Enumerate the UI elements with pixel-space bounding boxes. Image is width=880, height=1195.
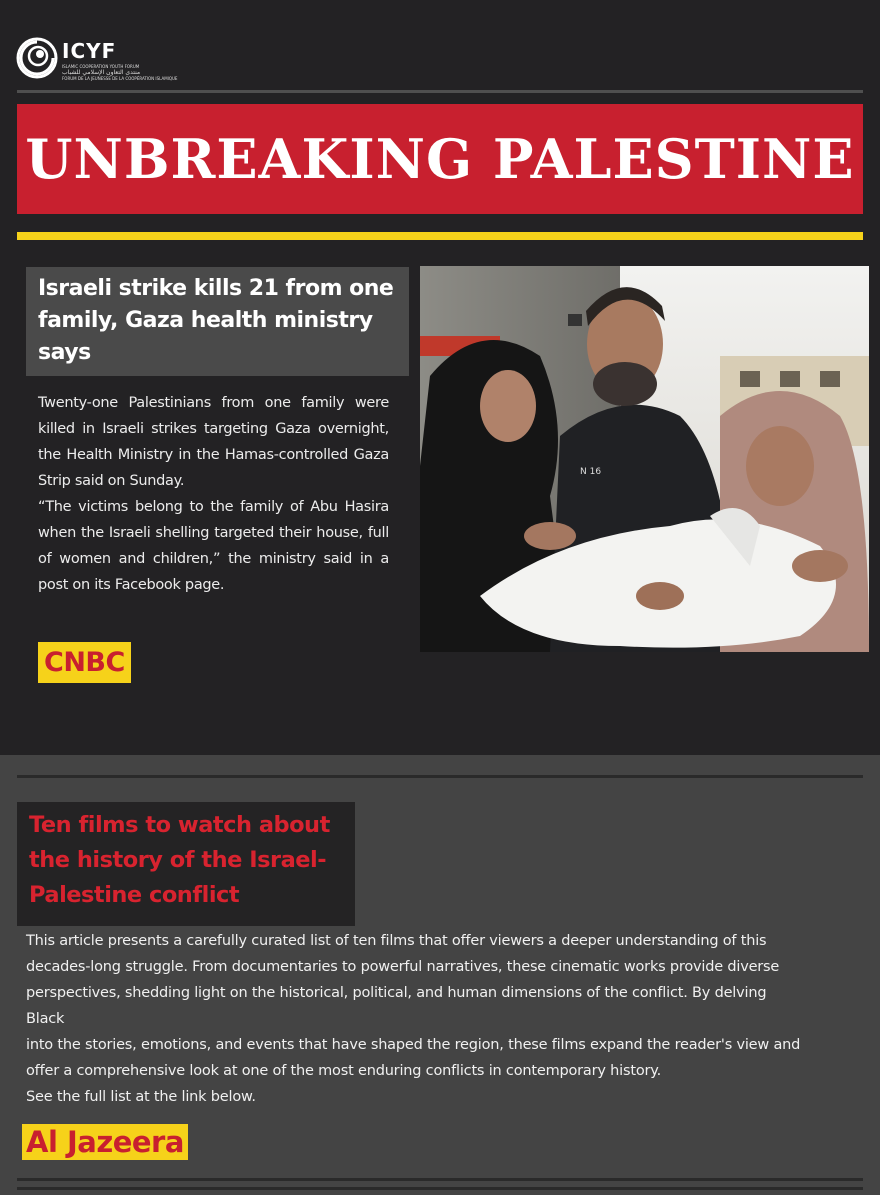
article1-headline-box — [26, 267, 409, 376]
article1-paragraph: Twenty-one Palestinians from one family were killed in Israeli strikes targeting Gaza overnight, the Health Ministry in the Hamas-controlled Gaza Strip said on Sunday. — [38, 395, 389, 489]
article2-paragraph: This article presents a carefully curated list of ten films that offer viewers a deeper understanding of this decades-long struggle. From documentaries to powerful narratives, these cinematic works provide diverse perspectives, shedding light on the historical, political, and human dimensions of the conflict. By delving — [26, 933, 780, 1001]
logo-wordmark: ICYF — [62, 39, 117, 63]
title-banner — [17, 104, 863, 214]
logo-subtitle-ar: منتدى التعاون الإسلامي للشباب — [62, 69, 141, 76]
logo-subtitle-fr: FORUM DE LA JEUNESSE DE LA COOPÉRATION ISLAMIQUE — [62, 76, 178, 81]
article2-headline-box — [17, 802, 355, 926]
mourning-family-photo — [420, 266, 869, 652]
section-divider — [17, 775, 863, 778]
logo-swirl-icon — [16, 36, 58, 80]
bottom-divider — [17, 1178, 863, 1181]
article1-source-link[interactable]: CNBC — [38, 642, 131, 683]
article1-body — [38, 390, 389, 598]
article1-headline: Israeli strike kills 21 from one family, Gaza health ministry says — [38, 276, 394, 365]
article2-paragraph: into the stories, emotions, and events that have shaped the region, these films expand the reader's view and offer a comprehensive look at one of the most enduring conflicts in contemporary history. — [26, 1037, 801, 1079]
article1-photo — [420, 266, 869, 652]
article2-headline: Ten films to watch about the history of the Israel-Palestine conflict — [29, 812, 330, 908]
icyf-logo — [16, 36, 178, 81]
shirt-label: N 16 — [580, 467, 602, 477]
article2-body — [26, 928, 822, 1110]
logo-subtitle-en: ISLAMIC COOPERATION YOUTH FORUM — [62, 64, 140, 69]
article2-source-link[interactable]: Al Jazeera — [22, 1124, 188, 1160]
yellow-divider — [17, 232, 863, 240]
bottom-divider-2 — [17, 1187, 863, 1190]
top-divider — [17, 90, 863, 93]
article2-link-note: See the full list at the link below. — [26, 1089, 256, 1105]
page-title: UNBREAKING PALESTINE — [25, 127, 855, 191]
article1-paragraph: “The victims belong to the family of Abu Hasira when the Israeli shelling targeted their house, full of women and children,” the ministry said in a post on its Facebook page. — [38, 499, 389, 593]
article2-paragraph: Black — [26, 1011, 65, 1027]
